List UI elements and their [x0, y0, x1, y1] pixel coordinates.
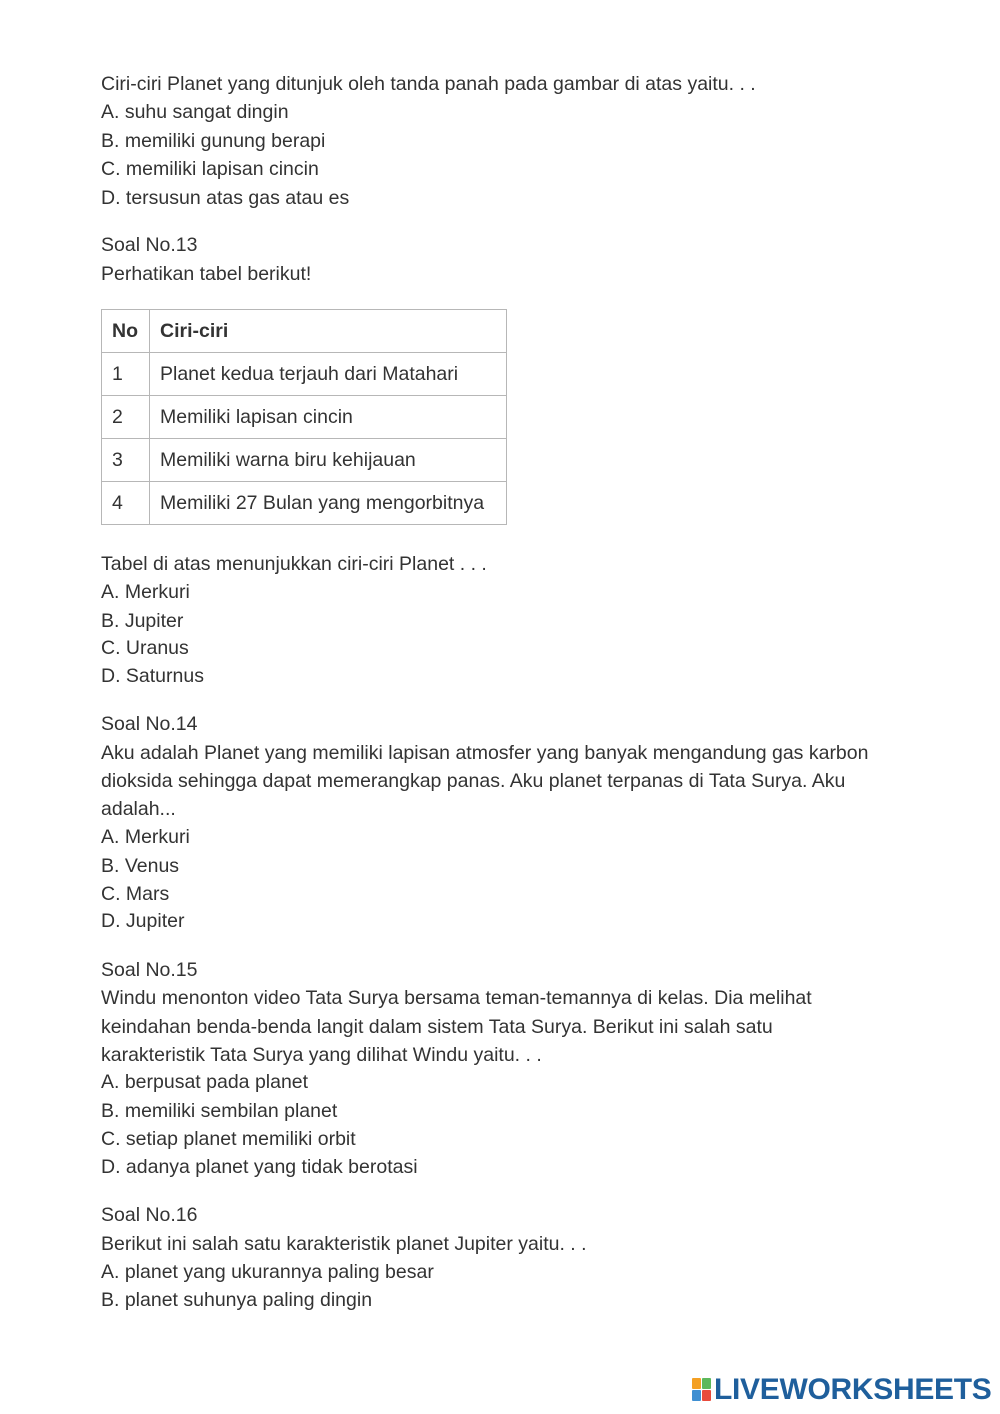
q12-option-b: B. memiliki gunung berapi: [101, 130, 326, 152]
table-cell-no: 2: [102, 396, 150, 439]
q14-question-line: adalah...: [101, 798, 176, 820]
table-cell-no: 4: [102, 482, 150, 525]
table-cell-ciri: Memiliki lapisan cincin: [150, 396, 507, 439]
q14-option-d: D. Jupiter: [101, 910, 185, 932]
table-cell-ciri: Planet kedua terjauh dari Matahari: [150, 353, 507, 396]
logo-wordmark: LIVEWORKSHEETS: [714, 1373, 992, 1406]
q16-option-b: B. planet suhunya paling dingin: [101, 1289, 373, 1311]
q16-question: Berikut ini salah satu karakteristik planet Jupiter yaitu. . .: [101, 1233, 587, 1255]
q13-question: Tabel di atas menunjukkan ciri-ciri Planet . . .: [101, 553, 487, 575]
q14-title: Soal No.14: [101, 713, 198, 735]
q14-option-c: C. Mars: [101, 883, 170, 905]
table-header-ciri: Ciri-ciri: [150, 310, 507, 353]
q14-option-a: A. Merkuri: [101, 826, 190, 848]
characteristics-table: [101, 309, 507, 525]
q13-option-c: C. Uranus: [101, 637, 189, 659]
q15-option-a: A. berpusat pada planet: [101, 1071, 309, 1093]
q12-option-c: C. memiliki lapisan cincin: [101, 158, 319, 180]
table-row: [102, 396, 507, 439]
q14-question-line: Aku adalah Planet yang memiliki lapisan atmosfer yang banyak mengandung gas karbon: [101, 742, 869, 764]
table-row: [102, 439, 507, 482]
table-cell-ciri: Memiliki warna biru kehijauan: [150, 439, 507, 482]
table-cell-no: 1: [102, 353, 150, 396]
q15-option-c: C. setiap planet memiliki orbit: [101, 1128, 356, 1150]
q15-question-line: karakteristik Tata Surya yang dilihat Windu yaitu. . .: [101, 1044, 542, 1066]
q12-option-a: A. suhu sangat dingin: [101, 101, 289, 123]
q12-question: Ciri-ciri Planet yang ditunjuk oleh tanda panah pada gambar di atas yaitu. . .: [101, 73, 756, 95]
q13-title: Soal No.13: [101, 234, 198, 256]
table-header-row: [102, 310, 507, 353]
q15-question-line: keindahan benda-benda langit dalam sistem Tata Surya. Berikut ini salah satu: [101, 1016, 773, 1038]
liveworksheets-logo[interactable]: [692, 1374, 992, 1406]
q15-option-d: D. adanya planet yang tidak berotasi: [101, 1156, 418, 1178]
table-cell-ciri: Memiliki 27 Bulan yang mengorbitnya: [150, 482, 507, 525]
q14-option-b: B. Venus: [101, 855, 180, 877]
q12-option-d: D. tersusun atas gas atau es: [101, 187, 350, 209]
q13-instruction: Perhatikan tabel berikut!: [101, 263, 312, 285]
table-header-no: No: [102, 310, 150, 353]
q16-title: Soal No.16: [101, 1204, 198, 1226]
q15-option-b: B. memiliki sembilan planet: [101, 1100, 338, 1122]
q13-option-b: B. Jupiter: [101, 610, 184, 632]
q13-option-a: A. Merkuri: [101, 581, 190, 603]
table-row: [102, 353, 507, 396]
liveworksheets-logo-icon: [692, 1378, 712, 1402]
q15-title: Soal No.15: [101, 959, 198, 981]
table-row: [102, 482, 507, 525]
table-cell-no: 3: [102, 439, 150, 482]
q16-option-a: A. planet yang ukurannya paling besar: [101, 1261, 434, 1283]
q15-question-line: Windu menonton video Tata Surya bersama teman-temannya di kelas. Dia melihat: [101, 987, 812, 1009]
q13-option-d: D. Saturnus: [101, 665, 204, 687]
q14-question-line: dioksida sehingga dapat memerangkap panas. Aku planet terpanas di Tata Surya. Aku: [101, 770, 846, 792]
